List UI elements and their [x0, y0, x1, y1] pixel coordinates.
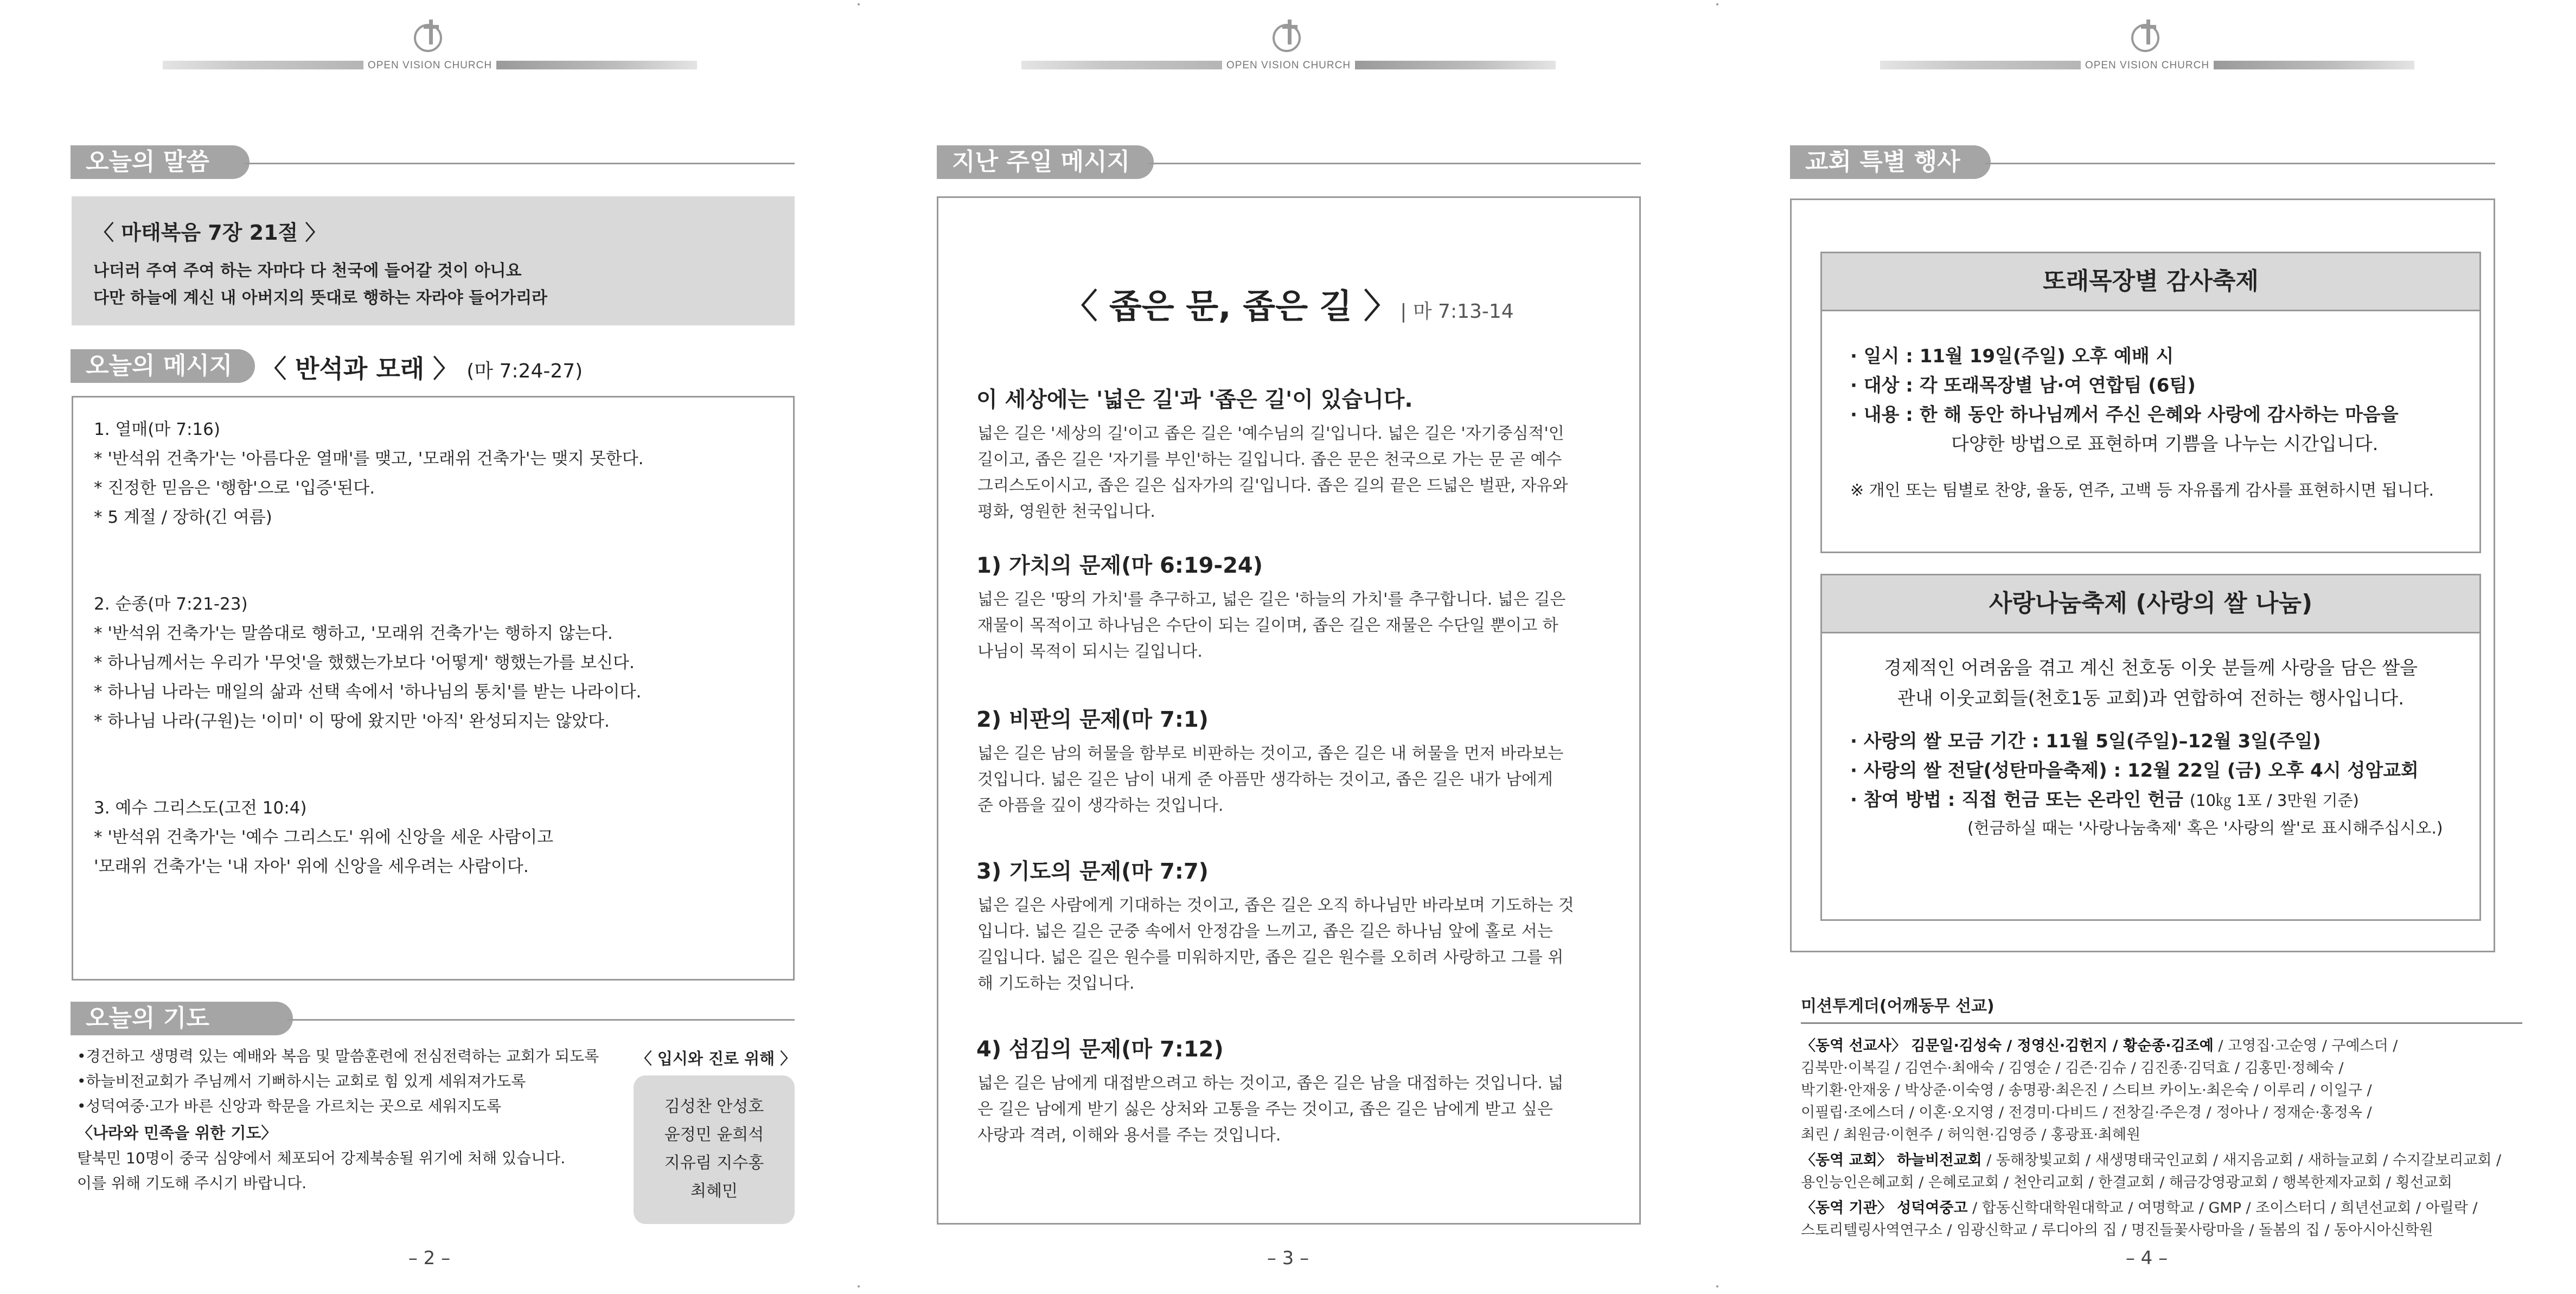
section-head: 1) 가치의 문제(마 6:19-24)	[976, 553, 1263, 578]
event-row: · 일시 : 11월 19일(주일) 오후 예배 시	[1850, 345, 2174, 367]
section-line: 나님이 목적이 되시는 길입니다.	[977, 642, 1203, 661]
point-line: '모래위 건축가'는 '내 자아' 위에 신앙을 세우려는 사람이다.	[94, 857, 529, 876]
tab-line	[244, 163, 795, 164]
sermon-section	[976, 854, 1608, 997]
mission-group-head: 〈동역 선교사〉 김문일·김성숙 / 정영신·김헌지 / 황순종·김조예	[1801, 1037, 2214, 1054]
section-head: 4) 섬김의 문제(마 7:12)	[976, 1037, 1224, 1062]
nation-prayer-head: 〈나라와 민족을 위한 기도〉	[77, 1124, 277, 1142]
mission-line: 최린 / 최원금·이현주 / 허익현·김영증 / 홍광표·최혜원	[1801, 1126, 2141, 1143]
church-logo-icon	[411, 17, 449, 55]
page-4	[1717, 0, 2576, 1294]
header-bar-right	[496, 61, 697, 69]
page-header	[1717, 17, 2576, 72]
event-thanksgiving	[1820, 252, 2481, 553]
page-number: – 4 –	[2125, 1247, 2168, 1269]
church-name: OPEN VISION CHURCH	[2085, 60, 2210, 71]
mission-line	[1801, 1197, 2528, 1219]
header-bar-right	[1355, 61, 1556, 69]
mission-group-head: 〈동역 교회〉 하늘비전교회	[1801, 1152, 1982, 1169]
sermon-ref: | 마 7:13-14	[1400, 300, 1514, 323]
page-number: – 3 –	[1267, 1247, 1309, 1269]
exam-name-row: 김성찬 안성호	[664, 1097, 764, 1116]
section-line: 준 아픔을 깊이 생각하는 것입니다.	[977, 796, 1224, 815]
header-bar-left	[1021, 61, 1222, 69]
point-line: * '반석위 건축가'는 '아름다운 열매'를 맺고, '모래위 건축가'는 맺지 못한다.	[94, 449, 644, 469]
nation-prayer-line: 탈북민 10명이 중국 심양에서 체포되어 강제북송될 위기에 처해 있습니다.	[77, 1149, 566, 1167]
header-bar-left	[1880, 61, 2081, 69]
section-line: 넓은 길은 남에게 대접받으려고 하는 것이고, 좁은 길은 남을 대접하는 것입니다. 넓	[977, 1074, 1564, 1093]
event-row	[1850, 785, 2479, 815]
mission-title: 미션투게더(어깨동무 선교)	[1801, 997, 1995, 1016]
tab-line	[1985, 163, 2495, 164]
verse-ref: 〈 마태복음 7장 21절 〉	[93, 221, 326, 245]
nation-prayer-line: 이를 위해 기도해 주시기 바랍니다.	[77, 1174, 307, 1192]
verse-line: 다만 하늘에 계신 내 아버지의 뜻대로 행하는 자라야 들어가리라	[93, 289, 548, 308]
last-message-box	[937, 196, 1641, 1225]
mission-line	[1801, 1149, 2528, 1171]
event-rice-sharing	[1820, 574, 2481, 921]
sermon-section	[976, 702, 1608, 819]
point-line: * 하나님 나라는 매일의 삶과 선택 속에서 '하나님의 통치'를 받는 나라이다.	[94, 682, 642, 702]
section-line: 것입니다. 넓은 길은 남이 내게 준 아픔만 생각하는 것이고, 좁은 길은 내가 남에게	[977, 770, 1553, 789]
section-line: 길입니다. 넓은 길은 원수를 미워하지만, 좁은 길은 원수를 오히려 사랑하고 그를 위	[977, 948, 1564, 967]
message-title-text: 〈 반석과 모래 〉	[261, 354, 458, 383]
tab-line	[1148, 163, 1641, 164]
event-intro-line: 경제적인 어려움을 겪고 계신 천호동 이웃 분들께 사랑을 담은 쌀을	[1883, 657, 2418, 679]
mission-line: 박기환·안재웅 / 박상준·이숙영 / 송명광·최은진 / 스티브 카이노·최은숙 / 이루리 / 이일구 /	[1801, 1082, 2372, 1099]
section-line: 그리스도이시고, 좁은 길은 십자가의 길'입니다. 좁은 길의 끝은 드넓은 벌판, 자유와	[977, 476, 1568, 495]
event-row: · 대상 : 각 또래목장별 남·여 연합팀 (6팀)	[1850, 375, 2196, 396]
mission-group-head: 〈동역 기관〉 성덕여중고	[1801, 1200, 1968, 1216]
mission-line: 이필립·조에스더 / 이혼·오지영 / 전경미·다비드 / 전창길·주은경 / 정아나 / 정재순·홍정옥 /	[1801, 1104, 2372, 1121]
sermon-title-text: 〈 좁은 문, 좁은 길 〉	[1064, 286, 1398, 326]
prayer-item: •하늘비전교회가 주님께서 기뻐하시는 교회로 힘 있게 세워져가도록	[77, 1072, 526, 1090]
section-tab-prayer: 오늘의 기도	[71, 1002, 293, 1035]
header-bar-right	[2214, 61, 2414, 69]
section-line: 평화, 영원한 천국입니다.	[977, 502, 1155, 521]
point-head: 3. 예수 그리스도(고전 10:4)	[94, 798, 307, 818]
event-intro-line: 관내 이웃교회들(천호1동 교회)과 연합하여 전하는 행사입니다.	[1897, 688, 2405, 709]
event-row-text: · 참여 방법 : 직접 헌금 또는 온라인 헌금	[1850, 789, 2183, 811]
tab-line	[287, 1019, 795, 1021]
point-line: * 하나님 나라(구원)는 '이미' 이 땅에 왔지만 '아직' 완성되지는 않았다.	[94, 712, 610, 731]
section-tab-events: 교회 특별 행사	[1790, 145, 1991, 179]
church-logo-icon	[1269, 17, 1307, 55]
section-line: 입니다. 넓은 길은 군중 속에서 안정감을 느끼고, 좁은 길은 하나님 앞에 홀로 서는	[977, 922, 1553, 941]
page-header	[0, 17, 859, 72]
sermon-title	[938, 279, 1639, 328]
point-line: * 하나님께서는 우리가 '무엇'을 했했는가보다 '어떻게' 행했는가를 보신다.	[94, 653, 635, 672]
message-ref: (마 7:24-27)	[466, 360, 583, 382]
mission-line	[1801, 1035, 2528, 1057]
church-logo-icon	[2128, 17, 2166, 55]
point-line: * 진정한 믿음은 '행함'으로 '입증'된다.	[94, 478, 375, 498]
mission-group-rest: / 동해창빛교회 / 새생명태국인교회 / 새지음교회 / 새하늘교회 / 수지갈보리교회 /	[1981, 1152, 2502, 1169]
fold-mark	[858, 3, 860, 5]
exam-names-box	[634, 1075, 795, 1224]
prayer-list	[77, 1044, 619, 1196]
event-row-small: (10㎏ 1포 / 3만원 기준)	[2189, 791, 2359, 810]
mission-group-rest: / 고영집·고순영 / 구예스더 /	[2213, 1037, 2398, 1054]
mission-line: 용인능인은혜교회 / 은혜로교회 / 천안리교회 / 한결교회 / 해금강영광교회 / 행복한제자교회 / 횡선교회	[1801, 1174, 2452, 1191]
event-row: · 내용 : 한 해 동안 하나님께서 주신 은혜와 사랑에 감사하는 마음을	[1850, 404, 2399, 426]
page-header	[859, 17, 1717, 72]
sermon-section	[976, 382, 1608, 525]
message-title	[261, 349, 583, 385]
section-head: 3) 기도의 문제(마 7:7)	[976, 859, 1209, 884]
page-2	[0, 0, 859, 1294]
point-line: * '반석위 건축가'는 말씀대로 행하고, '모래위 건축가'는 행하지 않는다.	[94, 624, 613, 643]
event-note: (헌금하실 때는 '사랑나눔축제' 혹은 '사랑의 쌀'로 표시해주십시오.)	[1967, 819, 2443, 838]
verse-box	[72, 196, 795, 325]
event-title: 또래목장별 감사축제	[1822, 253, 2479, 311]
point-head: 2. 순종(마 7:21-23)	[94, 594, 248, 614]
fold-mark	[1716, 1285, 1718, 1287]
church-name: OPEN VISION CHURCH	[1226, 60, 1351, 71]
section-line: 재물이 목적이고 하나님은 수단이 되는 길이며, 좁은 길은 재물은 수단일 뿐이고 하	[977, 616, 1558, 635]
section-tab-last-message: 지난 주일 메시지	[937, 145, 1154, 179]
section-line: 길이고, 좁은 길은 '자기를 부인'하는 길입니다. 좁은 문은 천국으로 가는 문 곧 예수	[977, 450, 1562, 469]
section-head: 2) 비판의 문제(마 7:1)	[976, 707, 1209, 732]
sermon-section	[976, 1032, 1608, 1149]
point-head: 1. 열매(마 7:16)	[94, 420, 220, 439]
exam-name-row: 최혜민	[691, 1182, 738, 1201]
mission-divider	[1801, 1022, 2522, 1024]
section-line: 넓은 길은 남의 허물을 함부로 비판하는 것이고, 좁은 길은 내 허물을 먼저 바라보는	[977, 744, 1564, 763]
event-row-cont: 다양한 방법으로 표현하며 기쁨을 나누는 시간입니다.	[1951, 433, 2379, 455]
verse-line: 나더러 주여 주여 하는 자마다 다 천국에 들어갈 것이 아니요	[93, 261, 522, 280]
fold-mark	[1716, 3, 1718, 5]
sermon-section	[976, 548, 1608, 665]
section-line: 넓은 길은 사람에게 기대하는 것이고, 좁은 길은 오직 하나님만 바라보며 기도하는 것	[977, 896, 1574, 915]
mission-line: 스토리텔링사역연구소 / 임광신학교 / 루디아의 집 / 명진들꽃사랑마을 / 돌봄의 집 / 동아시아신학원	[1801, 1222, 2433, 1239]
event-title: 사랑나눔축제 (사랑의 쌀 나눔)	[1822, 575, 2479, 633]
section-tab-message: 오늘의 메시지	[71, 349, 255, 383]
prayer-item: •성덕여중·고가 바른 신앙과 학문을 가르치는 곳으로 세워지도록	[77, 1097, 502, 1115]
section-line: 넓은 길은 '세상의 길'이고 좁은 길은 '예수님의 길'입니다. 넓은 길은 '자기중심적'인	[977, 424, 1564, 443]
exam-name-row: 윤정민 윤희석	[664, 1125, 764, 1144]
section-line: 넓은 길은 '땅의 가치'를 추구하고, 넓은 길은 '하늘의 가치'를 추구합니다. 넓은 길은	[977, 590, 1566, 609]
prayer-item: •경건하고 생명력 있는 예배와 복음 및 말씀훈련에 전심전력하는 교회가 되도록	[77, 1047, 599, 1065]
point-line: * 5 계절 / 장하(긴 여름)	[94, 508, 272, 527]
point-line: * '반석위 건축가'는 '예수 그리스도' 위에 신앙을 세운 사람이고	[94, 828, 554, 847]
page-3	[859, 0, 1717, 1294]
section-line: 은 길은 남에게 받기 싫은 상처와 고통을 주는 것이고, 좁은 길은 남에게 받고 싶은	[977, 1100, 1553, 1119]
event-row: · 사랑의 쌀 모금 기간 : 11월 5일(주일)–12월 3일(주일)	[1850, 731, 2321, 752]
mission-line: 김북만·이복길 / 김연수·최애숙 / 김영순 / 김즌·김슈 / 김진종·김덕효 / 김홍민·정혜숙 /	[1801, 1060, 2344, 1077]
exam-prayer-title: 〈 입시와 진로 위해 〉	[636, 1049, 796, 1068]
header-bar-left	[163, 61, 363, 69]
fold-mark	[858, 1285, 860, 1287]
event-row: · 사랑의 쌀 전달(성탄마을축제) : 12월 22일 (금) 오후 4시 성암교회	[1850, 760, 2419, 781]
event-note: ※ 개인 또는 팀별로 찬양, 율동, 연주, 고백 등 자유롭게 감사를 표현하시면 됩니다.	[1850, 481, 2434, 500]
mission-list	[1801, 1035, 2528, 1241]
section-head: 이 세상에는 '넓은 길'과 '좁은 길'이 있습니다.	[976, 387, 1413, 412]
message-points-box	[72, 396, 795, 981]
exam-name-row: 지유림 지수홍	[664, 1154, 764, 1173]
section-line: 사랑과 격려, 이해와 용서를 주는 것입니다.	[977, 1126, 1281, 1145]
mission-group-rest: / 합동신학대학원대학교 / 여명학교 / GMP / 조이스터디 / 희년선교회 / 아릴락 /	[1967, 1200, 2478, 1216]
section-tab-word: 오늘의 말씀	[71, 145, 250, 179]
church-name: OPEN VISION CHURCH	[367, 60, 493, 71]
page-number: – 2 –	[408, 1247, 451, 1269]
section-line: 해 기도하는 것입니다.	[977, 974, 1135, 993]
